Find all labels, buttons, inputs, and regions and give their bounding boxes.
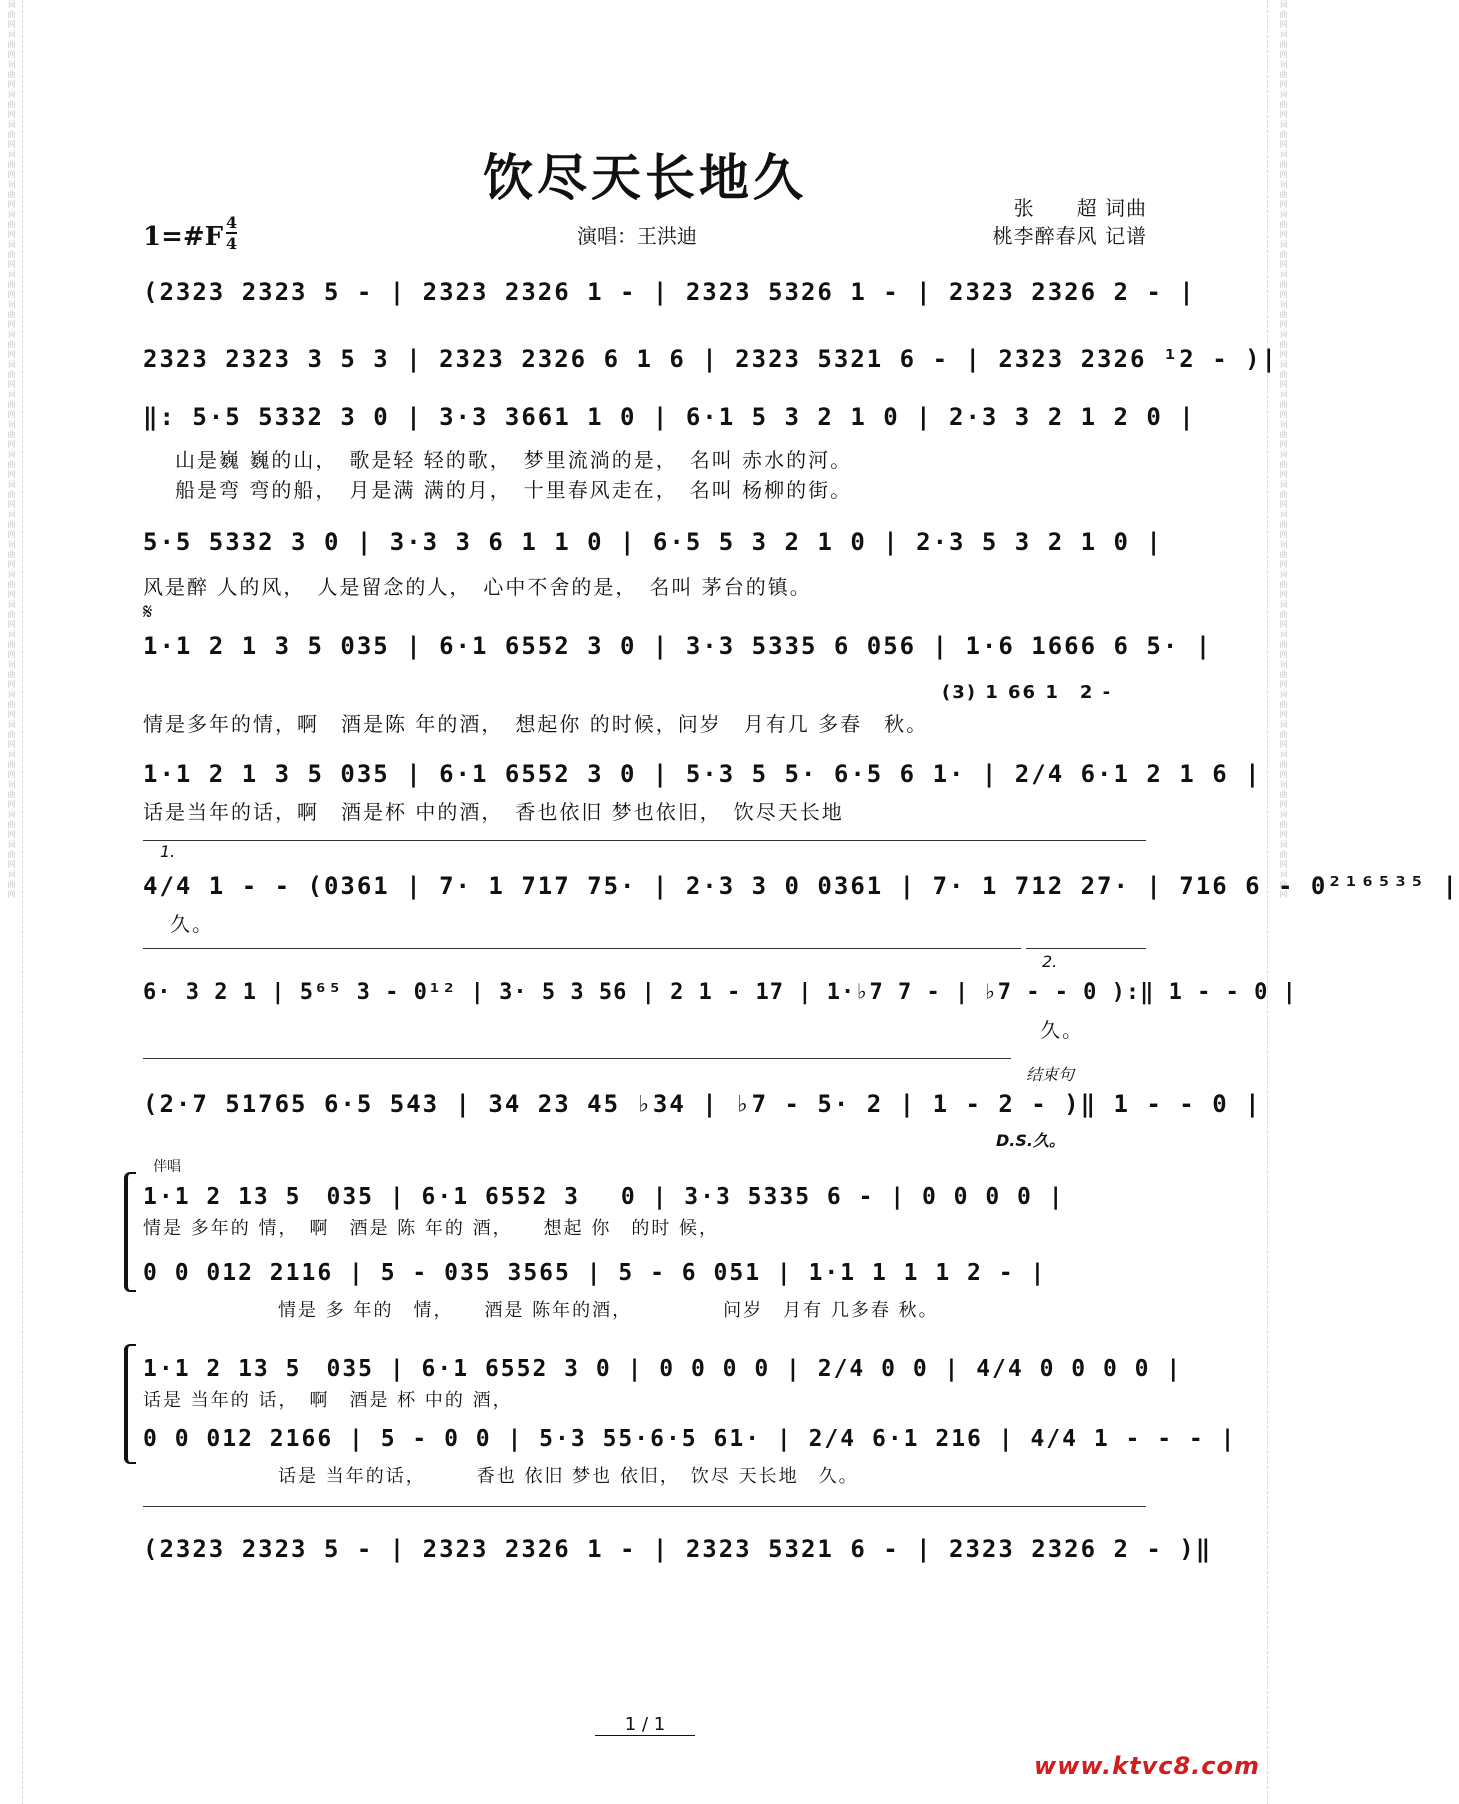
score-line-7: 4/4 1 - - (0361 | 7· 1 717 75· | 2·3 3 0 0361 | 7· 1 712 27· | 716 6 - 0²¹⁶⁵³⁵ |	[143, 872, 1459, 900]
time-sig-denominator: 4	[226, 234, 238, 253]
score-line-5-alt: (3) 1 66 1 2 -	[942, 682, 1113, 703]
system-bracket-1	[124, 1172, 136, 1292]
score-line-1: (2323 2323 5 - | 2323 2326 1 - | 2323 5326 1 - | 2323 2326 2 - |	[143, 278, 1196, 306]
lyric-8a: 久。	[1040, 1018, 1084, 1042]
page-number	[0, 1714, 1290, 1735]
key-signature: 1=#F	[143, 222, 224, 252]
chorus-lower-2: 0 0 012 2166 | 5 - 0 0 | 5·3 55·6·5 61· | 2/4 6·1 216 | 4/4 1 - - - |	[143, 1426, 1237, 1452]
ending-line	[143, 1058, 1011, 1059]
volta-1-end-line	[143, 948, 1021, 949]
system-bracket-2	[124, 1344, 136, 1464]
volta-1-label: 1.	[160, 842, 176, 861]
score-line-2: 2323 2323 3 5 3 | 2323 2326 6 1 6 | 2323 5321 6 - | 2323 2326 ¹2 - )|	[143, 345, 1278, 373]
song-title: 饮尽天长地久	[483, 148, 807, 207]
score-line-6: 1·1 2 1 3 5 035 | 6·1 6552 3 0 | 5·3 5 5· 6·5 6 1· | 2/4 6·1 2 1 6 |	[143, 760, 1262, 788]
score-line-4: 5·5 5332 3 0 | 3·3 3 6 1 1 0 | 6·5 5 3 2 1 0 | 2·3 5 3 2 1 0 |	[143, 528, 1163, 556]
ds-marking: D.S.久。	[996, 1131, 1065, 1150]
ending-label: 结束句	[1026, 1065, 1075, 1084]
lyric-5a: 情是多年的情，啊 酒是陈 年的酒， 想起你 的时候，问岁 月有几 多春 秋。	[143, 712, 929, 736]
score-line-3: ‖: 5·5 5332 3 0 | 3·3 3661 1 0 | 6·1 5 3 2 1 0 | 2·3 3 2 1 2 0 |	[143, 403, 1196, 431]
chorus-label: 伴唱	[153, 1159, 181, 1175]
segno-icon: 𝄋	[143, 600, 153, 625]
score-line-9: (2·7 51765 6·5 543 | 34 23 45 ♭34 | ♭7 - 5· 2 | 1 - 2 - )‖ 1 - - 0 |	[143, 1090, 1262, 1118]
page-number-text: 1 / 1	[595, 1714, 695, 1736]
chorus-upper-2-lyric: 话是 当年的 话， 啊 酒是 杯 中的 酒，	[143, 1390, 513, 1411]
final-line-rule	[143, 1506, 1146, 1507]
chorus-lower-1: 0 0 012 2116 | 5 - 035 3565 | 5 - 6 051 | 1·1 1 1 1 2 - |	[143, 1260, 1047, 1286]
volta-2-bracket	[1026, 948, 1146, 949]
volta-1-bracket	[143, 840, 1146, 841]
chorus-lower-2-lyric: 话是 当年的话， 香也 依旧 梦也 依旧， 饮尽 天长地 久。	[278, 1466, 859, 1487]
lyric-3b: 船是弯 弯的船， 月是满 满的月， 十里春风走在， 名叫 杨柳的街。	[175, 478, 853, 502]
chorus-upper-1-lyric: 情是 多年的 情， 啊 酒是 陈 年的 酒， 想起 你 的时 候，	[143, 1218, 720, 1239]
chorus-upper-2: 1·1 2 13 5 035 | 6·1 6552 3 0 | 0 0 0 0 | 2/4 0 0 | 4/4 0 0 0 0 |	[143, 1356, 1183, 1382]
chorus-lower-1-lyric: 情是 多 年的 情， 酒是 陈年的酒， 问岁 月有 几多春 秋。	[278, 1300, 939, 1321]
performer: 演唱：王洪迪	[577, 224, 697, 248]
left-margin-line	[22, 0, 23, 1804]
score-line-8: 6· 3 2 1 | 5⁶⁵ 3 - 0¹² | 3· 5 3 56 | 2 1 - 17 | 1·♭7 7 - | ♭7 - - 0 ):‖ 1 - - 0 |	[143, 980, 1297, 1005]
score-line-10: (2323 2323 5 - | 2323 2326 1 - | 2323 5321 6 - | 2323 2326 2 - )‖	[143, 1535, 1213, 1563]
left-watermark: 词曲网词曲网词曲网词曲网词曲网词曲网词曲网词曲网词曲网词曲网词曲网词曲网词曲网词曲网词曲网词曲网词曲网词曲网词曲网词曲网词曲网词曲网词曲网词曲网词曲网词曲网词曲网词曲网词曲网词曲网	[7, 0, 16, 900]
lyric-6a: 话是当年的话，啊 酒是杯 中的酒， 香也依旧 梦也依旧， 饮尽天长地	[143, 800, 844, 824]
site-logo: www.ktvc8.com	[1034, 1752, 1260, 1780]
time-sig-numerator: 4	[226, 213, 238, 232]
chorus-upper-1: 1·1 2 13 5 035 | 6·1 6552 3 0 | 3·3 5335 6 - | 0 0 0 0 |	[143, 1184, 1065, 1210]
composer-credit: 张 超 词曲	[1013, 196, 1147, 220]
time-signature	[226, 214, 237, 254]
transcriber-credit: 桃李醉春风 记谱	[992, 224, 1147, 248]
right-watermark: 词曲网词曲网词曲网词曲网词曲网词曲网词曲网词曲网词曲网词曲网词曲网词曲网词曲网词曲网词曲网词曲网词曲网词曲网词曲网词曲网词曲网词曲网词曲网词曲网词曲网词曲网词曲网词曲网词曲网词曲网	[1279, 0, 1288, 900]
lyric-7a: 久。	[170, 912, 214, 936]
lyric-3a: 山是巍 巍的山， 歌是轻 轻的歌， 梦里流淌的是， 名叫 赤水的河。	[175, 448, 853, 472]
right-margin-line	[1267, 0, 1268, 1804]
score-line-5: 1·1 2 1 3 5 035 | 6·1 6552 3 0 | 3·3 5335 6 056 | 1·6 1666 6 5· |	[143, 632, 1213, 660]
volta-2-label: 2.	[1042, 952, 1058, 971]
lyric-4a: 风是醉 人的风， 人是留念的人， 心中不舍的是， 名叫 茅台的镇。	[143, 575, 812, 599]
